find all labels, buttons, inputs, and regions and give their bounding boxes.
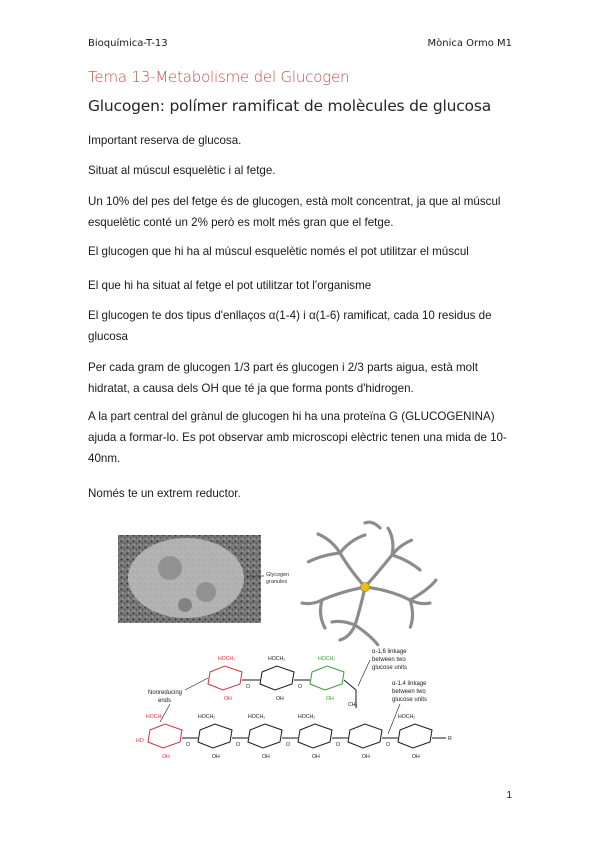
- alpha16-label-3: glucose units: [372, 665, 408, 671]
- section-subtitle: Glucogen: polímer ramificat de molècules de glucosa: [88, 97, 491, 115]
- glycogen-chemical-structure: [136, 649, 452, 760]
- hoch2-label: HOCH₂: [268, 656, 286, 662]
- oh-label: OH: [262, 754, 270, 760]
- paragraph-3: Un 10% del pes del fetge és de glucogen, està molt concentrat, ja que al múscul esquelètic conté un 2% però es molt més gran que el fetge.: [88, 195, 501, 229]
- header-course: Bioquímica-T-13: [88, 38, 168, 49]
- alpha14-label-2: between two: [392, 689, 426, 695]
- page-number: 1: [506, 790, 512, 801]
- paragraph-9: Només te un extrem reductor.: [88, 487, 241, 500]
- hoch2-label: HOCH₂: [318, 656, 336, 662]
- o-label: O: [236, 742, 241, 748]
- page-title: Tema 13-Metabolisme del Glucogen: [88, 68, 350, 86]
- glycogen-branch-diagram: [302, 522, 436, 645]
- ch2-label: CH₂: [348, 702, 358, 708]
- alpha16-label-1: α-1,6 linkage: [372, 649, 407, 655]
- o-label: O: [246, 684, 251, 690]
- paragraph-8: A la part central del grànul de glucogen hi ha una proteïna G (GLUCOGENINA) ajuda a formar-lo. Es pot observar amb microscopi elèctric tenen una mida de 10-40nm.: [88, 410, 507, 465]
- hoch2-label: HOCH₂: [146, 714, 164, 720]
- oh-label: OH: [162, 754, 170, 760]
- page-header: [88, 38, 512, 52]
- oh-label: OH: [312, 754, 320, 760]
- hoch2-label: HOCH₂: [248, 714, 266, 720]
- glycogen-micrograph: [118, 535, 289, 623]
- hoch2-label: HOCH₂: [218, 656, 236, 662]
- nonreducing-label-1: Nonreducing: [148, 690, 183, 696]
- paragraph-5: El que hi ha situat al fetge el pot utilitzar tot l'organisme: [88, 279, 372, 292]
- oh-label: OH: [326, 696, 334, 702]
- hoch2-label: HOCH₂: [198, 714, 216, 720]
- o-label: O: [386, 742, 391, 748]
- alpha14-label-1: α-1,4 linkage: [392, 681, 427, 687]
- paragraph-2: Situat al múscul esquelètic i al fetge.: [88, 164, 276, 177]
- figures: [0, 520, 600, 780]
- micrograph-label-1: Glycogen: [266, 572, 290, 578]
- oh-label: OH: [224, 696, 232, 702]
- oh-label: OH: [212, 754, 220, 760]
- paragraph-6: El glucogen te dos tipus d'enllaços α(1-4) i α(1-6) ramificat, cada 10 residus de glucosa: [88, 309, 492, 343]
- paragraph-7: Per cada gram de glucogen 1/3 part és glucogen i 2/3 parts aigua, està molt hidratat, a causa dels OH que té ja que forma ponts d'hidrogen.: [88, 361, 478, 395]
- oh-label: OH: [412, 754, 420, 760]
- paragraph-4: El glucogen que hi ha al múscul esquelètic només el pot utilitzar el múscul: [88, 245, 469, 258]
- glycogenin-core-marker: [361, 583, 370, 592]
- alpha16-label-2: between two: [372, 657, 406, 663]
- r-label: R: [448, 736, 452, 742]
- paragraph-1: Important reserva de glucosa.: [88, 134, 242, 147]
- hoch2-label: HOCH₂: [398, 714, 416, 720]
- oh-label: OH: [362, 754, 370, 760]
- o-label: O: [298, 684, 303, 690]
- nonreducing-label-2: ends: [158, 698, 172, 704]
- o-label: O: [186, 742, 191, 748]
- header-author: Mònica Ormo M1: [427, 38, 512, 49]
- o-label: O: [286, 742, 291, 748]
- micrograph-label-2: granules: [266, 579, 288, 585]
- oh-label: OH: [276, 696, 284, 702]
- o-label: O: [336, 742, 341, 748]
- hoch2-label: HOCH₂: [298, 714, 316, 720]
- alpha14-label-3: glucose units: [392, 697, 428, 703]
- ho-label: HO: [136, 738, 144, 744]
